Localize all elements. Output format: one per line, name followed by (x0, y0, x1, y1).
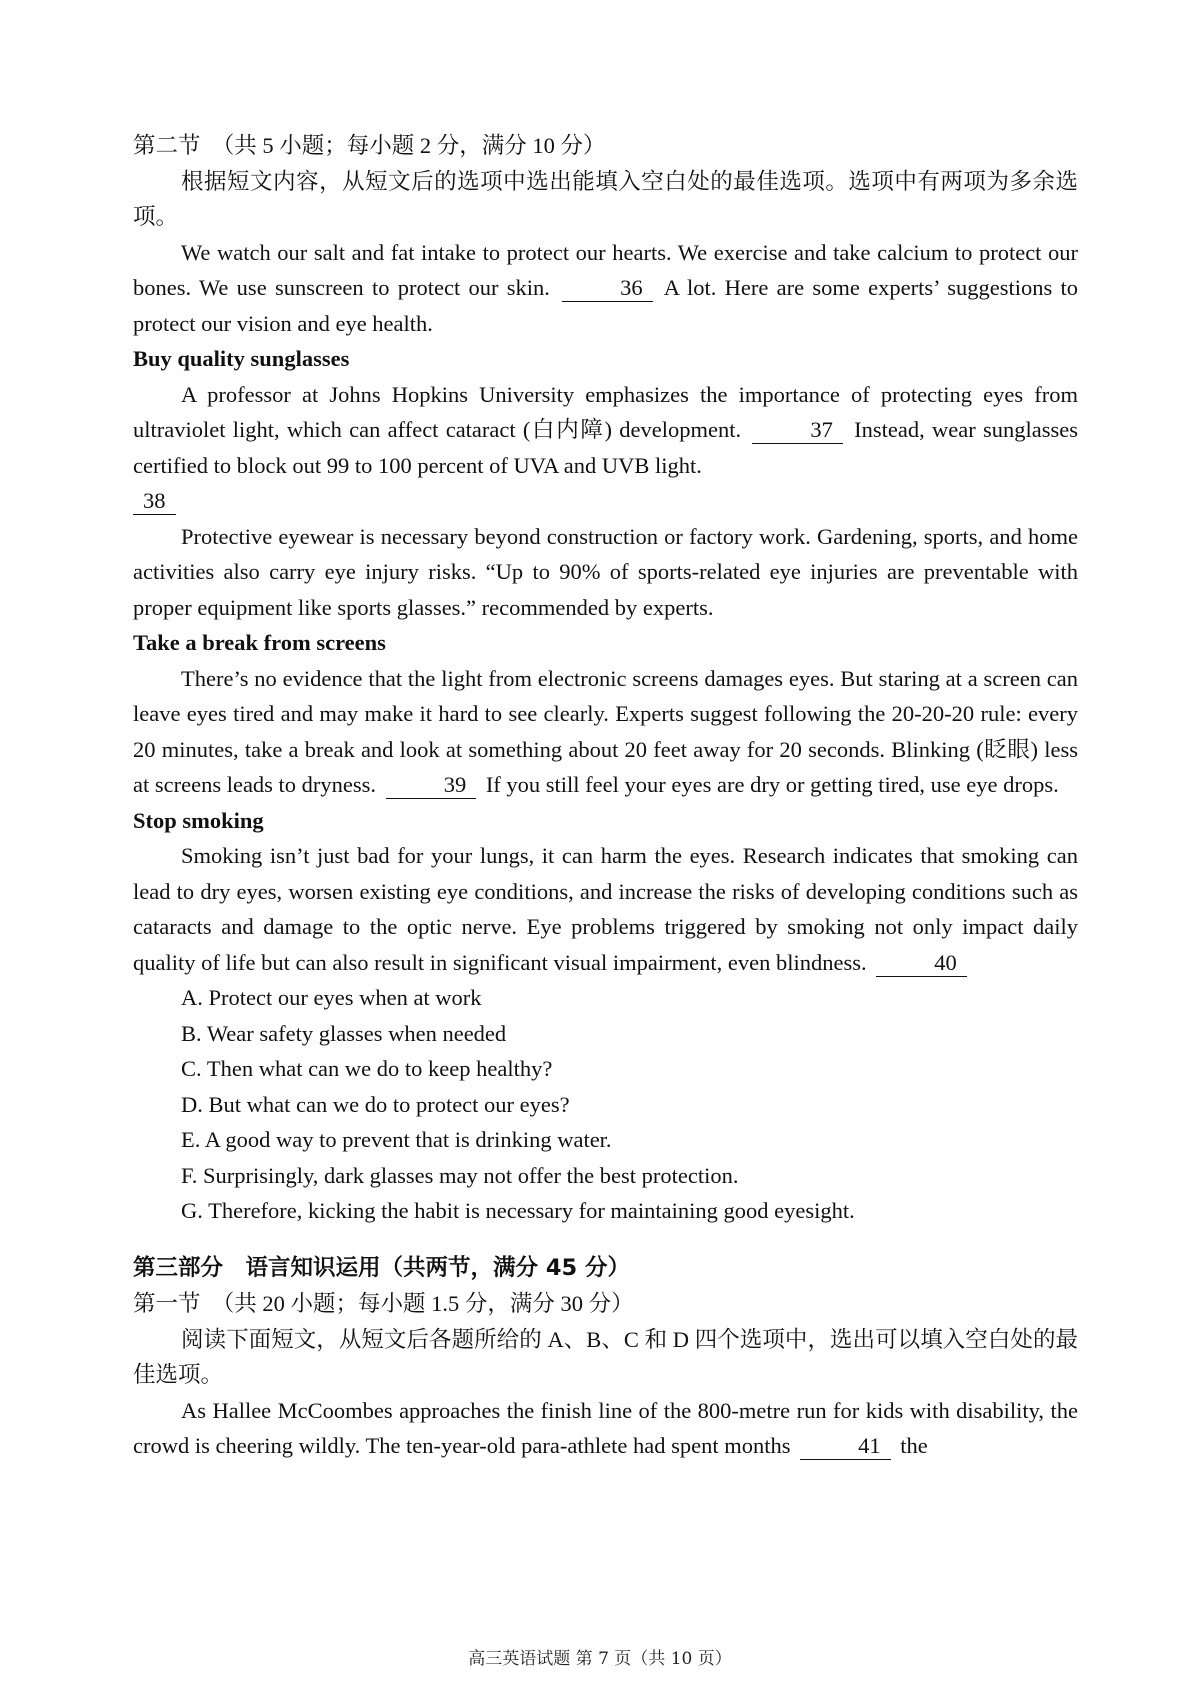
blank-38[interactable]: 38 (133, 488, 176, 515)
heading-sunglasses: Buy quality sunglasses (133, 346, 350, 371)
heading-screens: Take a break from screens (133, 630, 386, 655)
paragraph-screens (133, 661, 1078, 803)
paragraph-sunglasses (133, 377, 1078, 484)
option-f[interactable]: F. Surprisingly, dark glasses may not offer the best protection. (181, 1162, 739, 1188)
part3-text-a: As Hallee McCoombes approaches the finish line of the 800-metre run for kids with disability, the crowd is cheering wildly. The ten-year-old para-athlete had spent months (133, 1397, 1078, 1458)
paragraph-eyewear: Protective eyewear is necessary beyond construction or factory work. Gardening, sports, and home activities also carry eye injury risks. “Up to 90% of sports-related eye injuries are preventable with proper equipment like sports glasses.” recommended by experts. (133, 523, 1078, 620)
option-g[interactable]: G. Therefore, kicking the habit is necessary for maintaining good eyesight. (181, 1198, 855, 1223)
part3-passage (133, 1393, 1078, 1464)
part3-heading: 第三部分 语言知识运用（共两节，满分 45 分） (133, 1254, 630, 1281)
sunglasses-text-b: Instead, wear sunglasses certified to block out 99 to 100 percent of UVA and UVB light. (133, 417, 1079, 478)
paragraph-smoking (133, 838, 1078, 980)
part3-section1-heading: 第一节 （共 20 小题；每小题 1.5 分，满分 30 分） (133, 1291, 634, 1316)
blank-41[interactable]: 41 (800, 1433, 891, 1460)
smoking-text: Smoking isn’t just bad for your lungs, it can harm the eyes. Research indicates that smoking can lead to dry eyes, worsen existing eye conditions, and increase the risks of developing conditions such as cataracts and damage to the optic nerve. Eye problems triggered by smoking not only impact daily quality of life but can also result in significant visual impairment, even blindness. (133, 843, 1078, 975)
part3-instruction: 阅读下面短文，从短文后各题所给的 A、B、C 和 D 四个选项中，选出可以填入空白处的最佳选项。 (133, 1326, 1078, 1387)
passage-intro (133, 235, 1078, 342)
option-e[interactable]: E. A good way to prevent that is drinking water. (181, 1127, 612, 1152)
section2-instruction: 根据短文内容，从短文后的选项中选出能填入空白处的最佳选项。选项中有两项为多余选项。 (133, 168, 1078, 229)
blank-37[interactable]: 37 (752, 417, 843, 444)
options-list (133, 980, 1078, 1229)
option-d[interactable]: D. But what can we do to protect our eyes? (181, 1091, 570, 1117)
option-b[interactable]: B. Wear safety glasses when needed (181, 1020, 507, 1046)
screens-text-b: If you still feel your eyes are dry or getting tired, use eye drops. (485, 772, 1059, 797)
exam-page (133, 128, 1078, 1464)
blank-40[interactable]: 40 (876, 950, 967, 977)
screens-text-a: There’s no evidence that the light from electronic screens damages eyes. But staring at a screen can leave eyes tired and may make it hard to see clearly. Experts suggest following the 20-20-20 rule: every 20 minutes, take a break and look at something about 20 feet away for 20 seconds. Blinking (眨眼) less at screens leads to dryness. (133, 665, 1078, 797)
option-a[interactable]: A. Protect our eyes when at work (181, 985, 482, 1010)
page-footer: 高三英语试题 第 7 页（共 10 页） (468, 1649, 732, 1669)
part3-text-b: the (900, 1433, 928, 1458)
heading-smoking: Stop smoking (133, 807, 264, 833)
heading-blank-38 (133, 483, 1078, 519)
sunglasses-text-a: A professor at Johns Hopkins University emphasizes the importance of protecting eyes from ultraviolet light, which can affect cataract (白内障) development. (133, 381, 1078, 442)
section2-heading: 第二节 （共 5 小题；每小题 2 分，满分 10 分） (133, 133, 606, 158)
intro-text-a: We watch our salt and fat intake to protect our hearts. We exercise and take calcium to protect our bones. We use sunscreen to protect our skin. (133, 239, 1078, 300)
option-c[interactable]: C. Then what can we do to keep healthy? (181, 1056, 553, 1081)
blank-39[interactable]: 39 (386, 772, 477, 799)
blank-36[interactable]: 36 (562, 275, 653, 302)
intro-text-b: A lot. Here are some experts’ suggestions to protect our vision and eye health. (133, 275, 1079, 336)
section-gap (133, 1229, 1078, 1251)
